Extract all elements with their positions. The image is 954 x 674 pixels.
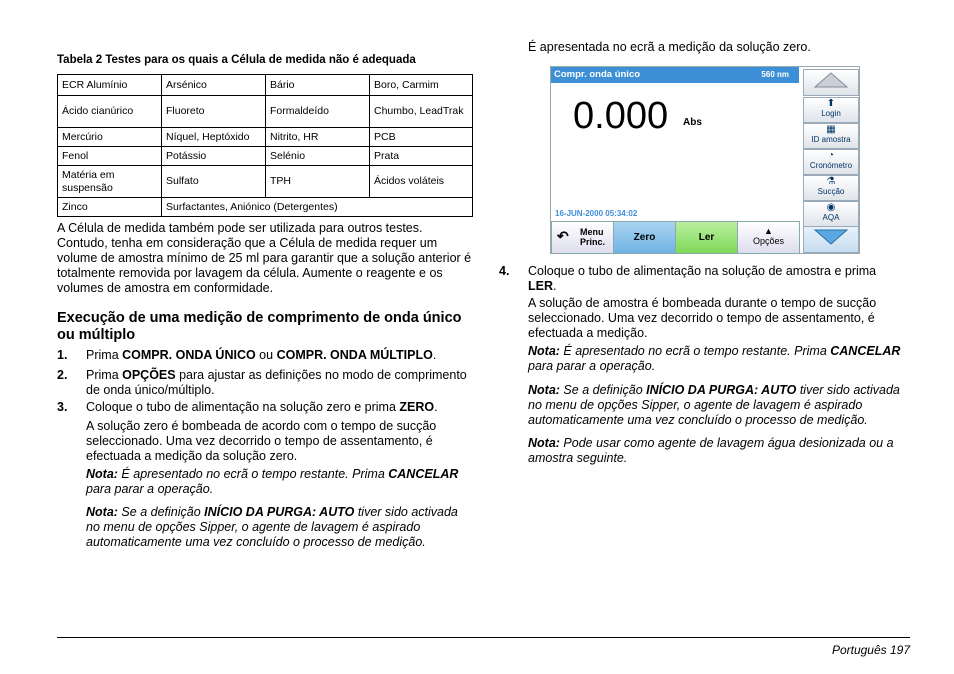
note-text: para parar a operação. (528, 359, 656, 373)
unsuitable-tests-table (57, 74, 473, 217)
step-number: 4. (499, 264, 510, 278)
aqa-icon: ◉ (826, 202, 836, 213)
timer-button[interactable] (803, 149, 859, 175)
table-cell: Prata (370, 147, 473, 166)
note-label: Nota: (86, 505, 118, 519)
note (86, 505, 473, 550)
note-text: É apresentado no ecrã o tempo restante. Prima (117, 467, 389, 481)
table-cell: Surfactantes, Aniónico (Detergentes) (162, 198, 473, 217)
note-text: para parar a operação. (86, 482, 214, 496)
table-cell: Ácido cianúrico (58, 96, 162, 128)
note-label: Nota: (528, 436, 560, 450)
note-keyword: INÍCIO DA PURGA: AUTO (646, 383, 797, 397)
step-keyword: OPÇÕES (122, 368, 176, 382)
step-3-description: A solução zero é bombeada de acordo com o tempo de sucção seleccionado. Uma vez decorrido o tempo de assentamento, é efectuada a medição da solução zero. (86, 419, 437, 463)
step-keyword: COMPR. ONDA MÚLTIPLO (276, 348, 433, 362)
step-text: para ajustar as definições no modo de comprimento de onda único/múltiplo. (86, 368, 467, 397)
datetime: 16-JUN-2000 05:34:02 (555, 209, 638, 218)
note-text: Se a definição (559, 383, 647, 397)
table-caption: Tabela 2 Testes para os quais a Célula de medida não é adequada (57, 54, 416, 66)
note-text: É apresentado no ecrã o tempo restante. Prima (559, 344, 831, 358)
step-text: . (434, 400, 438, 414)
table-cell: Formaldeído (266, 96, 370, 128)
step-4-description: A solução de amostra é bombeada durante o tempo de sucção seleccionado. Uma vez decorrido o tempo de assentamento, é efectuada a medição. (528, 296, 877, 340)
reading-value: 0.000 (573, 95, 669, 137)
screen-intro: É apresentada no ecrã a medição da solução zero. (528, 40, 811, 54)
note-label: Nota: (86, 467, 118, 481)
footer-divider (57, 637, 910, 638)
sipper-icon: ⚗ (826, 176, 836, 187)
table-cell: PCB (370, 128, 473, 147)
note (528, 436, 908, 466)
button-label: Opções (752, 236, 785, 246)
step-number: 2. (57, 368, 68, 382)
step-keyword: COMPR. ONDA ÚNICO (122, 348, 256, 362)
note-keyword: CANCELAR (388, 467, 459, 481)
arrow-down-icon (811, 227, 851, 247)
step-text: Coloque o tubo de alimentação na solução zero e prima (86, 400, 400, 414)
step-1 (57, 348, 473, 363)
screen-title: Compr. onda único (554, 69, 641, 80)
table-cell: Nitrito, HR (266, 128, 370, 147)
aqa-button[interactable] (803, 201, 859, 227)
sample-id-button[interactable] (803, 123, 859, 149)
table-cell: Boro, Carmim (370, 75, 473, 96)
instrument-screenshot (550, 66, 860, 254)
note-text: Pode usar como agente de lavagem água desionizada ou a amostra seguinte. (528, 436, 894, 465)
table-cell: Fluoreto (162, 96, 266, 128)
scroll-up-button[interactable] (803, 69, 859, 96)
step-text: Prima (86, 348, 123, 362)
button-label: Menu Princ. (580, 227, 606, 247)
table-cell: Zinco (58, 198, 162, 217)
note-text: tiver sido activada no menu de opções Sipper, o agente de lavagem é aspirado automaticamente uma vez concluído o processo de medição. (528, 383, 900, 427)
table-cell: Selénio (266, 147, 370, 166)
note (528, 344, 908, 374)
note-text: Se a definição (117, 505, 205, 519)
login-button[interactable] (803, 97, 859, 123)
step-text: . (432, 348, 437, 362)
note-label: Nota: (528, 344, 560, 358)
table-cell: Potássio (162, 147, 266, 166)
side-panel (801, 67, 858, 253)
note (528, 383, 908, 428)
login-icon: ⬆ (826, 98, 836, 109)
step-number: 3. (57, 400, 68, 414)
read-button[interactable]: Ler (675, 221, 738, 254)
table-cell: Mercúrio (58, 128, 162, 147)
button-label: Sucção (817, 187, 845, 196)
table-cell: Ácidos voláteis (370, 166, 473, 198)
step-number: 1. (57, 348, 68, 362)
intro-paragraph: A Célula de medida também pode ser utilizada para outros testes. Contudo, tenha em consideração que a Célula de medida requer um volume de amostra mínimo de 25 ml para garantir que a solução anterior é totalmente removida por lavagem da célula. Aumente o reagente e os volumes de amostra em conformidade. (57, 221, 472, 295)
main-menu-button[interactable] (551, 221, 614, 254)
table-cell: Níquel, Heptóxido (162, 128, 266, 147)
table-cell: TPH (266, 166, 370, 198)
step-keyword: ZERO (399, 400, 435, 414)
screen-header (551, 67, 799, 83)
scroll-down-button[interactable] (803, 226, 859, 253)
zero-button[interactable]: Zero (613, 221, 676, 254)
step-4 (528, 264, 908, 294)
note-keyword: CANCELAR (830, 344, 901, 358)
button-label: Cronómetro (809, 161, 853, 170)
note (86, 467, 473, 497)
arrow-up-icon (811, 70, 851, 90)
table-cell: Bário (266, 75, 370, 96)
table-cell: ECR Alumínio (58, 75, 162, 96)
arrow-up-icon: ▲ (764, 226, 773, 236)
step-text: ou (255, 348, 277, 362)
options-button[interactable] (737, 221, 800, 254)
timer-icon: ◔ (827, 150, 835, 161)
step-text: Coloque o tubo de alimentação na solução de amostra e prima (528, 264, 877, 278)
back-arrow-icon: ↶ (557, 228, 569, 244)
sipper-button[interactable] (803, 175, 859, 201)
button-label: AQA (822, 213, 840, 222)
step-text: Prima (86, 368, 123, 382)
wavelength-label: 560 nm (761, 70, 789, 79)
sample-id-icon: ▦ (826, 124, 836, 135)
table-cell: Chumbo, LeadTrak (370, 96, 473, 128)
note-keyword: INÍCIO DA PURGA: AUTO (204, 505, 355, 519)
reading-unit: Abs (683, 117, 702, 128)
step-3 (86, 400, 473, 415)
table-cell: Sulfato (162, 166, 266, 198)
table-cell: Matéria em suspensão (58, 166, 162, 198)
step-2 (86, 368, 473, 398)
step-keyword: LER (528, 279, 553, 293)
note-label: Nota: (528, 383, 560, 397)
page-footer: Português 197 (831, 643, 910, 657)
table-cell: Fenol (58, 147, 162, 166)
button-label: ID amostra (811, 135, 851, 144)
section-heading: Execução de uma medição de comprimento de onda único ou múltiplo (57, 310, 462, 343)
table-cell: Arsénico (162, 75, 266, 96)
note-text: tiver sido activada no menu de opções Sipper, o agente de lavagem é aspirado automaticamente uma vez concluído o processo de medição. (86, 505, 458, 549)
button-label: Login (821, 109, 841, 118)
step-text: . (553, 279, 557, 293)
